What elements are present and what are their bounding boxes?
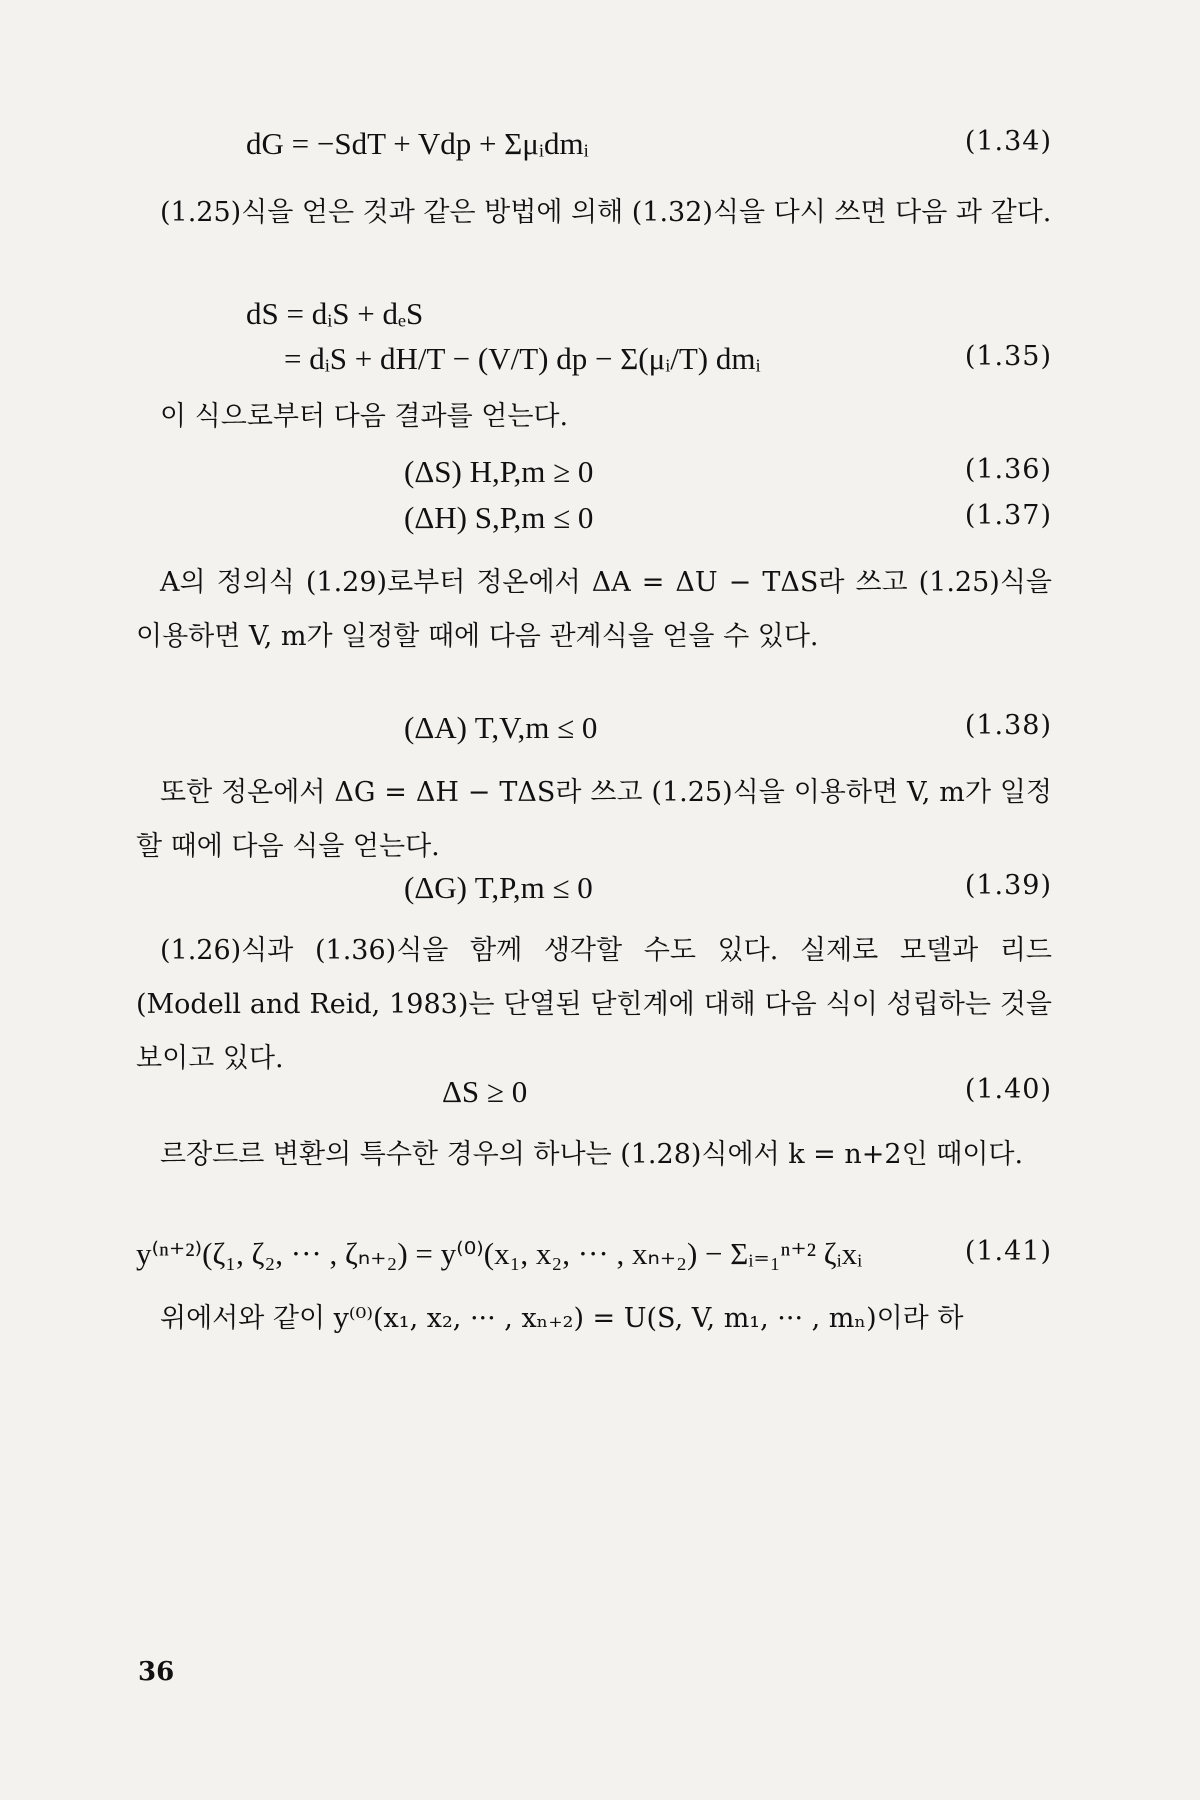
paragraph-7: 위에서와 같이 y⁽⁰⁾(x₁, x₂, ··· , xₙ₊₂) = U(S, V, m₁, ··· , mₙ)이라 하 — [160, 1303, 964, 1334]
equation-number: (1.40) — [964, 1074, 1052, 1105]
equation-expression: dS = dᵢS + dₑS — [246, 296, 424, 331]
equation-expression: (ΔG) T,P,m ≤ 0 — [404, 870, 593, 905]
paragraph-3: A의 정의식 (1.29)로부터 정온에서 ΔA = ΔU − TΔS라 쓰고 (1.25)식을 이용하면 V, m가 일정할 때에 다음 관계식을 얻을 수 있다. — [136, 567, 1052, 652]
equation-expression: dG = −SdT + Vdp + Σμᵢdmᵢ — [246, 126, 589, 161]
equation-number: (1.37) — [964, 500, 1052, 531]
equation-number: (1.36) — [964, 454, 1052, 485]
equation-number: (1.38) — [964, 710, 1052, 741]
paragraph-6: 르장드르 변환의 특수한 경우의 하나는 (1.28)식에서 k = n+2인 때이다. — [160, 1139, 1024, 1170]
equation-number: (1.39) — [964, 870, 1052, 901]
equation-expression: (ΔS) H,P,m ≥ 0 — [404, 454, 594, 489]
equation-number: (1.35) — [964, 341, 1052, 372]
paragraph-1: (1.25)식을 얻은 것과 같은 방법에 의해 (1.32)식을 다시 쓰면 다음 과 같다. — [160, 197, 1052, 228]
equation-number: (1.34) — [964, 126, 1052, 157]
equation-expression: y⁽ⁿ⁺²⁾(ζ₁, ζ₂, ··· , ζₙ₊₂) = y⁽⁰⁾(x₁, x₂, ··· , xₙ₊₂) − Σᵢ₌₁ⁿ⁺² ζᵢxᵢ — [136, 1236, 863, 1271]
page-number: 36 — [138, 1657, 175, 1687]
equation-expression: (ΔA) T,V,m ≤ 0 — [404, 710, 598, 745]
paragraph-4: 또한 정온에서 ΔG = ΔH − TΔS라 쓰고 (1.25)식을 이용하면 V, m가 일정할 때에 다음 식을 얻는다. — [136, 777, 1052, 862]
equation-expression: ΔS ≥ 0 — [442, 1074, 528, 1109]
paragraph-2: 이 식으로부터 다음 결과를 얻는다. — [160, 401, 569, 432]
equation-expression: = dᵢS + dH/T − (V/T) dp − Σ(μᵢ/T) dmᵢ — [284, 341, 761, 376]
paragraph-5: (1.26)식과 (1.36)식을 함께 생각할 수도 있다. 실제로 모델과 리드 (Modell and Reid, 1983)는 단열된 닫힌계에 대해 다음 식이 성립하는 것을 보이고 있다. — [136, 935, 1052, 1074]
equation-number: (1.41) — [964, 1236, 1052, 1267]
equation-expression: (ΔH) S,P,m ≤ 0 — [404, 500, 594, 535]
